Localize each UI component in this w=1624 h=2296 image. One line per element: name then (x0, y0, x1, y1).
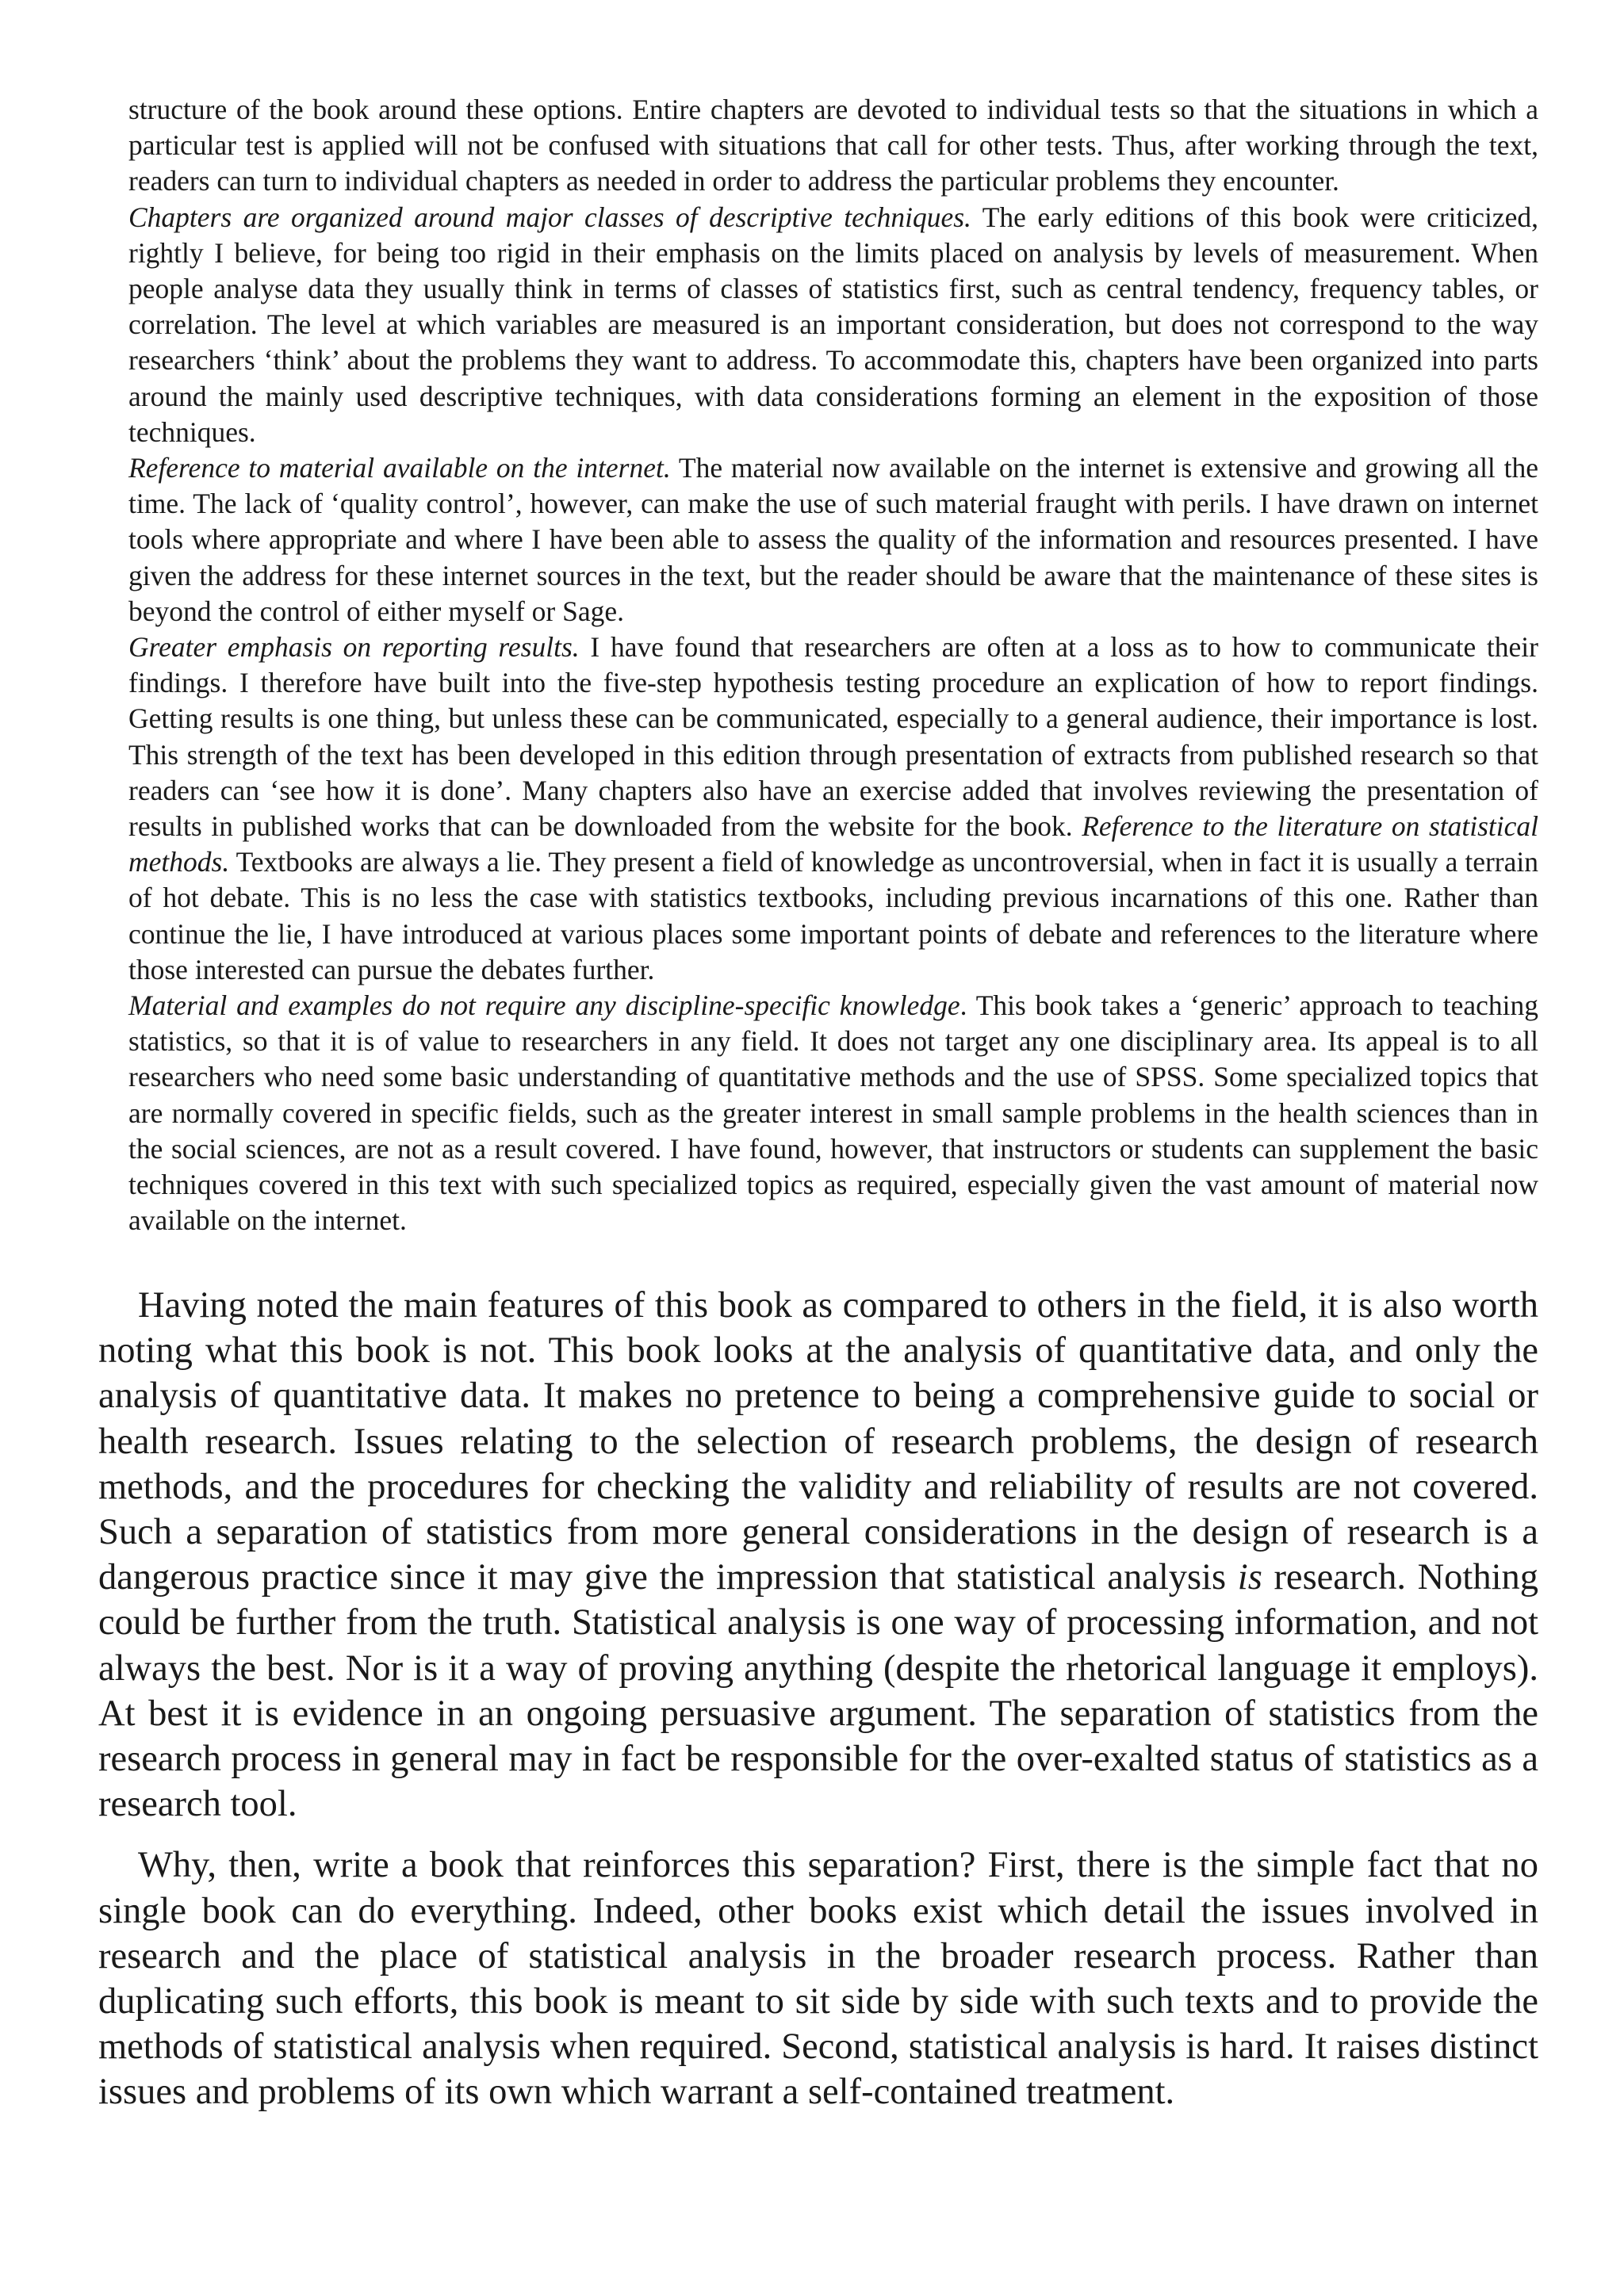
feature-text: . This book takes a ‘generic’ approach to teaching statistics, so that it is of value to researchers in any field. It does not target any one disciplinary area. Its appeal is to all researchers who need some basic understanding of quantitative methods and the use of SPSS. Some specialized topics that are normally covered in specific fields, such as the greater interest in small sample problems in the health sciences than in the social sciences, are not as a result covered. I have found, however, that instructors or students can supplement the basic techniques covered in this text with such specialized topics as required, especially given the vast amount of material now available on the internet. (128, 989, 1538, 1237)
feature-lead: Reference to the literature on statistical methods. (128, 810, 1539, 878)
feature-text: The early editions of this book were criticized, rightly I believe, for being too rigid in their emphasis on the limits placed on analysis by levels of measurement. When people analyse data they usually think in terms of classes of statistics first, such as central tendency, frequency tables, or correlation. The level at which variables are measured is an important consideration, but does not correspond to the way researchers ‘think’ about the problems they want to address. To accommodate this, chapters have been organized into parts around the mainly used descriptive techniques, with data considerations forming an element in the exposition of those techniques. (128, 201, 1538, 448)
body-emphasis: is (1237, 1557, 1262, 1598)
feature-item (128, 450, 1538, 629)
body-text-span: research. Nothing could be further from the truth. Statistical analysis is one way of processing information, and not always the best. Nor is it a way of proving anything (despite the rhetorical language it employs). At best it is evidence in an ongoing persuasive argument. The separation of statistics from the research process in general may in fact be responsible for the over-exalted status of statistics as a research tool. (98, 1557, 1539, 1825)
feature-lead: Chapters are organized around major classes of descriptive techniques. (128, 201, 971, 233)
feature-list (128, 92, 1538, 1239)
feature-text: Textbooks are always a lie. They present a field of knowledge as uncontroversial, when in fact it is usually a terrain of hot debate. This is no less the case with statistics textbooks, including previous incarnations of this one. Rather than continue the lie, I have introduced at various places some important points of debate and references to the literature where those interested can pursue the debates further. (128, 846, 1538, 985)
body-text (98, 1283, 1538, 2115)
feature-item (128, 629, 1538, 988)
feature-lead: Reference to material available on the internet. (128, 452, 671, 484)
body-text-span: Having noted the main features of this book as compared to others in the field, it is also worth noting what this book is not. This book looks at the analysis of quantitative data, and only the analysis of quantitative data. It makes no pretence to being a comprehensive guide to social or health research. Issues relating to the selection of research problems, the design of research methods, and the procedures for checking the validity and reliability of results are not covered. Such a separation of statistics from more general considerations in the design of research is a dangerous practice since it may give the impression that statistical analysis (98, 1285, 1538, 1598)
feature-lead: Material and examples do not require any discipline-specific knowledge (128, 989, 960, 1022)
feature-lead: Greater emphasis on reporting results. (128, 631, 580, 664)
feature-item (128, 988, 1538, 1238)
body-paragraph (98, 1283, 1538, 1827)
body-paragraph: Why, then, write a book that reinforces this separation? First, there is the simple fact that no single book can do everything. Indeed, other books exist which detail the issues involved in research and the place of statistical analysis in the broader research process. Rather than duplicating such efforts, this book is meant to sit side by side with such texts and to provide the methods of statistical analysis when required. Second, statistical analysis is hard. It raises distinct issues and problems of its own which warrant a self-contained treatment. (98, 1845, 1538, 2113)
feature-item (128, 200, 1538, 450)
feature-text: I have found that researchers are often at a loss as to how to communicate their findings. I therefore have built into the five-step hypothesis testing procedure an explication of how to report findings. Getting results is one thing, but unless these can be communicated, especially to a general audience, their importance is lost. This strength of the text has been developed in this edition through presentation of extracts from published research so that readers can ‘see how it is done’. Many chapters also have an exercise added that involves reviewing the presentation of results in published works that can be downloaded from the website for the book. (128, 631, 1538, 843)
feature-continuation: structure of the book around these options. Entire chapters are devoted to individual tests so that the situations in which a particular test is applied will not be confused with situations that call for other tests. Thus, after working through the text, readers can turn to individual chapters as needed in order to address the particular problems they encounter. (128, 94, 1538, 197)
feature-text: The material now available on the internet is extensive and growing all the time. The lack of ‘quality control’, however, can make the use of such material fraught with perils. I have drawn on internet tools where appropriate and where I have been able to assess the quality of the information and resources presented. I have given the address for these internet sources in the text, but the reader should be aware that the maintenance of these sites is beyond the control of either myself or Sage. (128, 452, 1538, 627)
